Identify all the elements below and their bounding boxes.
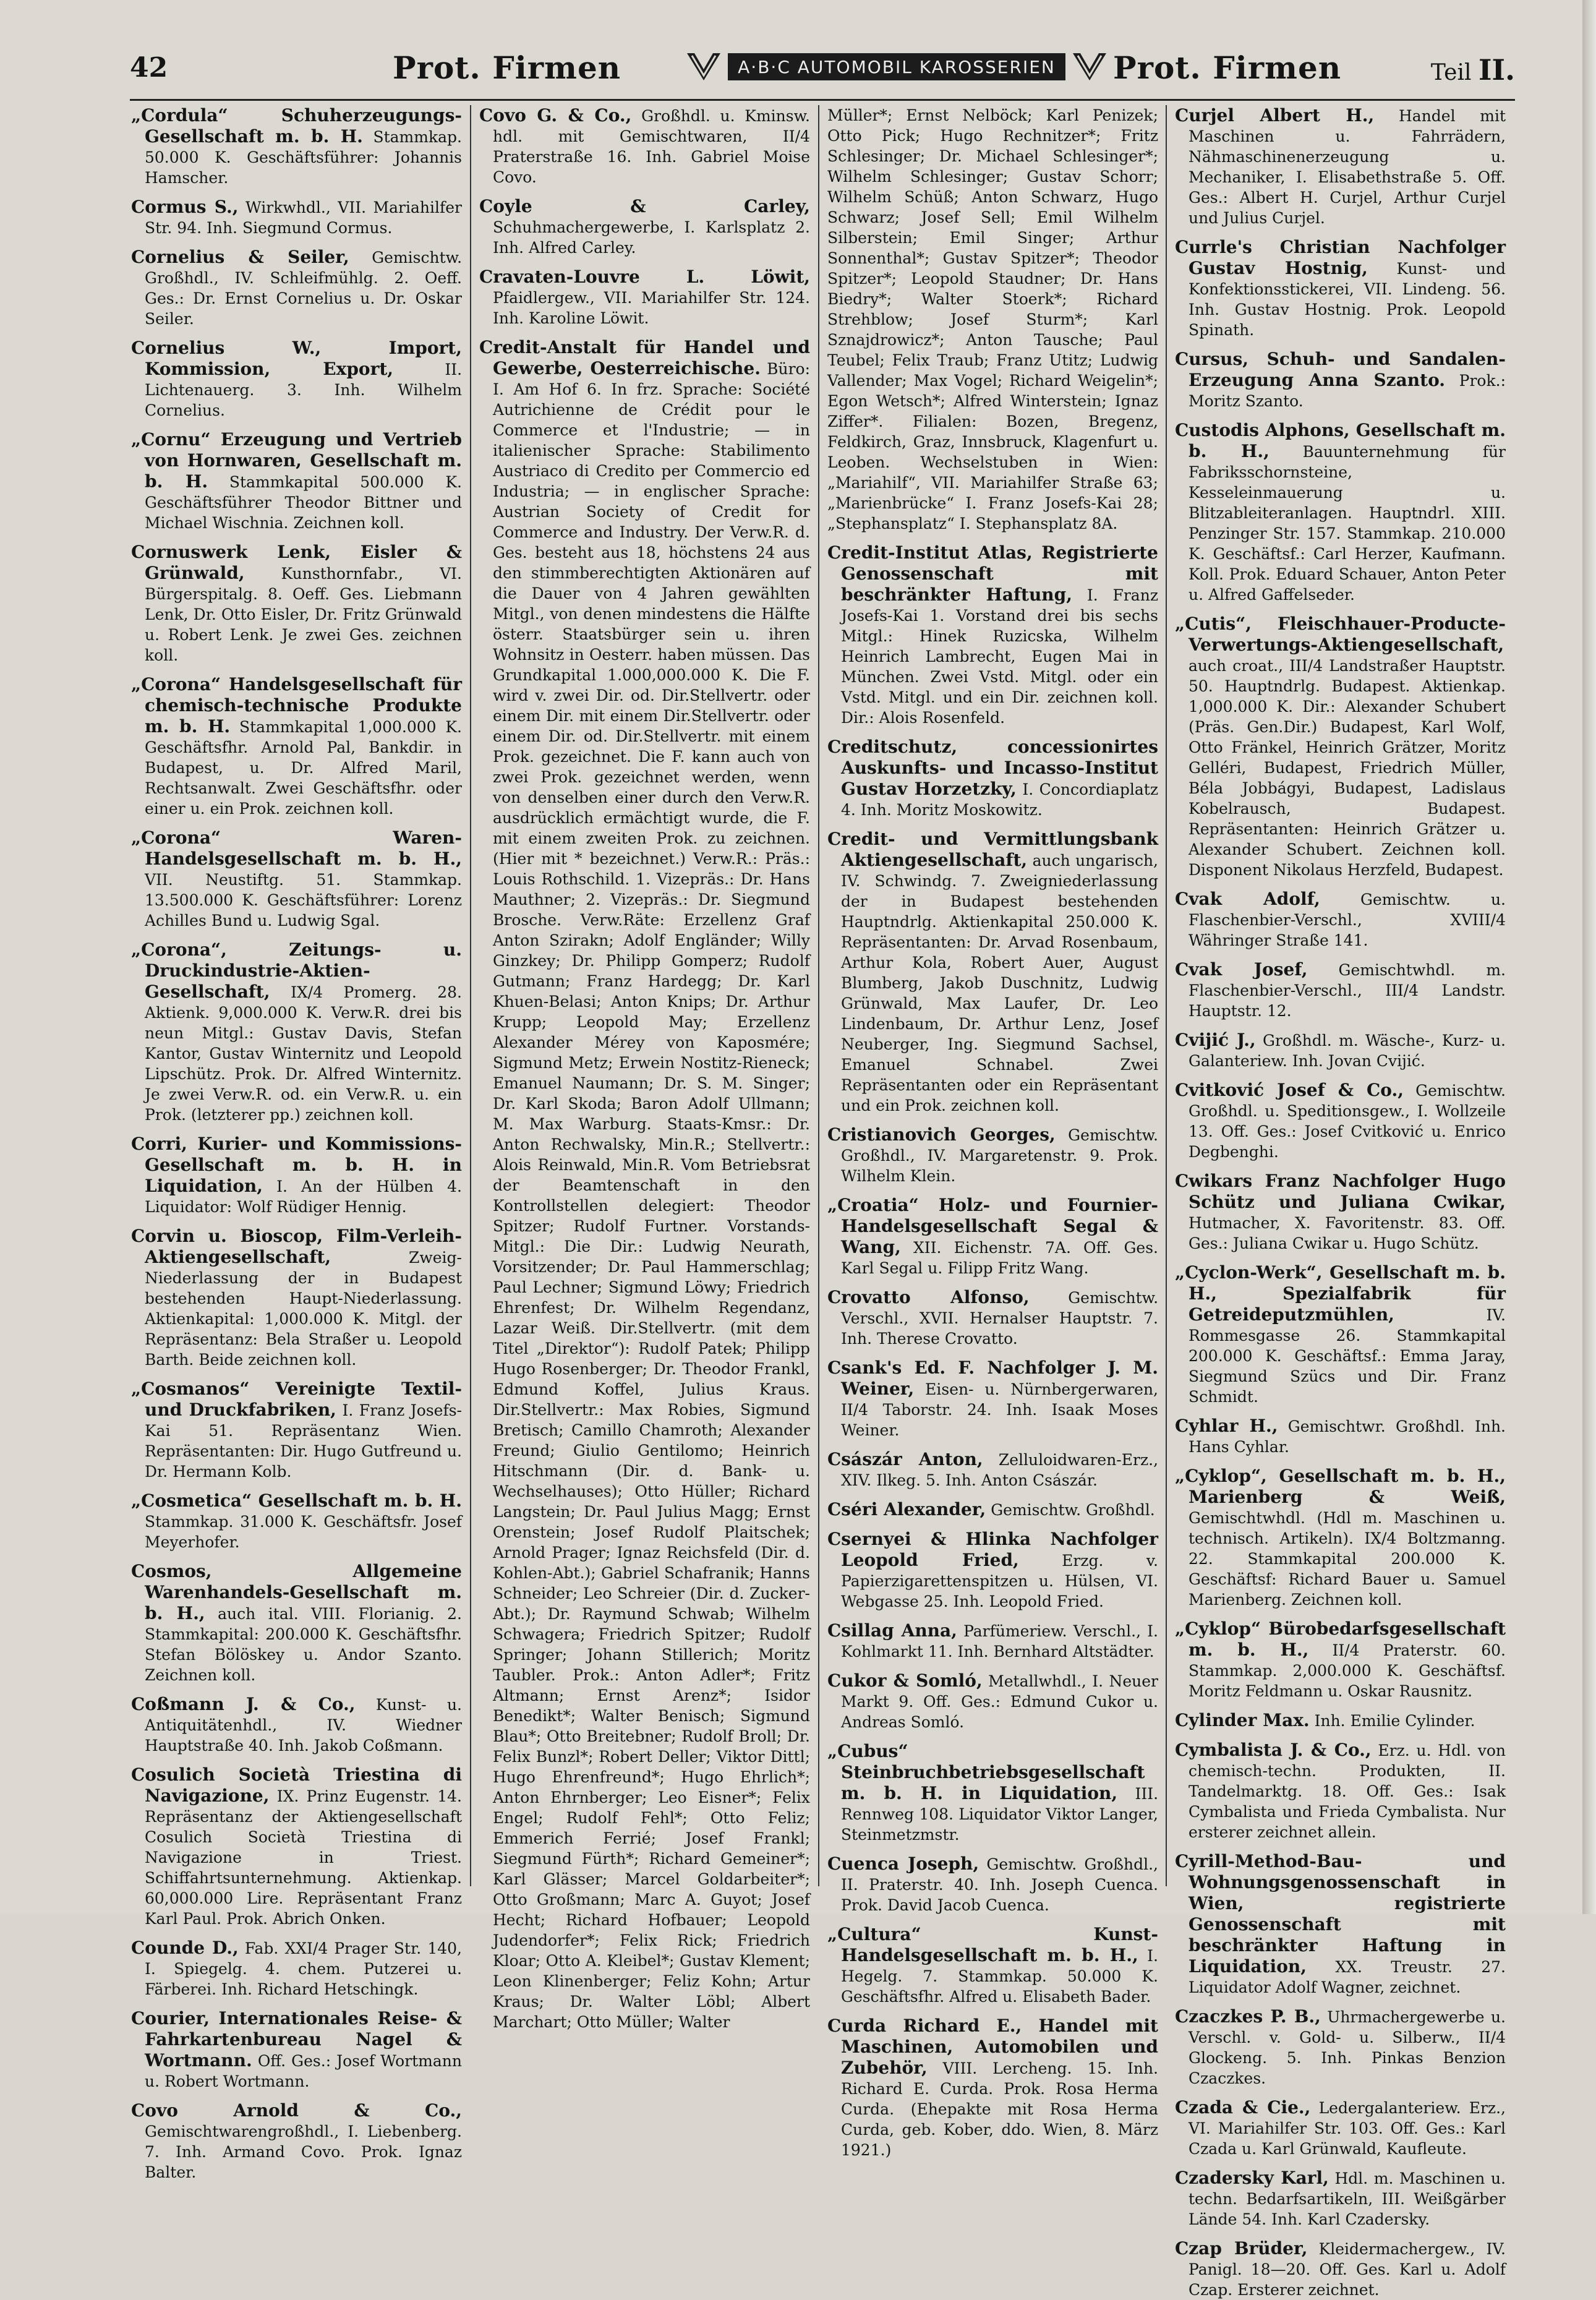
directory-entry: [479, 196, 810, 258]
firm-name: „Corona“ Waren-Handelsgesellschaft m. b. H.,: [131, 827, 462, 869]
entry-details: Gemischtwhdl. (Hdl m. Maschinen u. technisch. Artikeln). IX/4 Boltzmanng. 22. Stammkapital 200.000 K. Geschäftsf: Richard Bauer u. Samuel Marienberg. Zeichnen koll.: [1188, 1509, 1506, 1609]
entry-details: Schuhmachergewerbe, I. Karlsplatz 2. Inh. Alfred Carley.: [493, 218, 810, 257]
firm-name: Cristianovich Georges,: [827, 1124, 1056, 1145]
part-indicator: [1431, 53, 1515, 87]
entry-details: Ledergalanteriew. Erz., VI. Mariahilfer Str. 103. Off. Ges.: Karl Czada u. Karl Grünwald, Kaufleute.: [1188, 2099, 1506, 2158]
firm-name: Cvitković Josef & Co.,: [1175, 1080, 1404, 1100]
directory-entry: [1175, 1080, 1506, 1162]
directory-entry: [827, 105, 1158, 534]
directory-entry: [827, 1449, 1158, 1490]
entry-details: IX/4 Promerg. 28. Aktienk. 9,000.000 K. Verw.R. drei bis neun Mitgl.: Gustav Davis, Stefan Kantor, Gustav Winternitz und Leopold Lipschütz. Prok. Dr. Alfred Winternitz. Je zwei Verw.R. od. ein Verw.R. u. ein Prok. (letzterer pp.) zeichnen koll.: [145, 983, 462, 1124]
directory-entry: [131, 939, 462, 1125]
firm-name: Czadersky Karl,: [1175, 2168, 1329, 2188]
entry-details: XII. Eichenstr. 7A. Off. Ges. Karl Segal u. Filipp Fritz Wang.: [841, 1239, 1158, 1277]
directory-entry: [827, 829, 1158, 1116]
directory-entry: [1175, 889, 1506, 951]
directory-entry: [131, 2008, 462, 2092]
entry-details: Gemischtw. Verschl., XVII. Hernalser Hauptstr. 7. Inh. Therese Crovatto.: [841, 1289, 1159, 1348]
entry-details: Gemischtw. u. Flaschenbier-Verschl., XVIII/4 Währinger Straße 141.: [1188, 891, 1506, 949]
directory-entry: [479, 337, 810, 2032]
entry-details: II. Lichtenauerg. 3. Inh. Wilhelm Cornelius.: [145, 361, 463, 419]
directory-entry: [1175, 1171, 1506, 1254]
directory-entry: [827, 737, 1158, 820]
entry-details: Stammkap. 31.000 K. Geschäftsfr. Josef Meyerhofer.: [145, 1513, 462, 1551]
firm-name: „Corona“, Zeitungs- u. Druckindustrie-Aktien-Gesellschaft,: [131, 939, 462, 1002]
entry-details: I. Franz Josefs-Kai 51. Repräsentanz Wien. Repräsentanten: Dir. Hugo Gutfreund u. Dr. Hermann Kolb.: [145, 1401, 462, 1481]
entry-details: auch croat., III/4 Landstraßer Hauptstr. 50. Hauptndrlg. Budapest. Aktienkap. 1,000.000 K. Dir.: Alexander Schubert (Präs. Gen.Dir.) Budapest, Karl Wolf, Otto Fränkel, Heinrich Grätzer, Moritz Gelléri, Budapest, Friedrich Müller, Béla Jobbágyi, Budapest, Ladislaus Kobelrausch, Budapest. Repräsentanten: Heinrich Grätzer u. Alexander Schubert. Zeichnen koll. Disponent Nikolaus Herzfeld, Budapest.: [1188, 657, 1506, 879]
firm-name: Cravaten-Louvre L. Löwit,: [479, 267, 810, 287]
running-head-right: Prot. Firmen: [1113, 49, 1342, 86]
firm-name: Csillag Anna,: [827, 1620, 957, 1641]
firm-name: „Cutis“, Fleischhauer-Producte-Verwertungs-Aktiengesellschaft,: [1175, 613, 1506, 655]
entry-details: Erzg. v. Papierzigarettenspitzen u. Hülsen, VI. Webgasse 25. Inh. Leopold Fried.: [841, 1552, 1158, 1610]
directory-entry: [131, 1561, 462, 1685]
directory-entry: [827, 1499, 1158, 1520]
firm-name: Cvak Josef,: [1175, 959, 1308, 980]
firm-name: Cymbalista J. & Co.,: [1175, 1740, 1372, 1760]
directory-entry: [1175, 2238, 1506, 2300]
directory-entry: [1175, 1710, 1506, 1731]
directory-entry: [131, 827, 462, 931]
directory-entry: [131, 1694, 462, 1756]
firm-name: „Cyklop“, Gesellschaft m. b. H., Marienberg & Weiß,: [1175, 1466, 1506, 1507]
column-divider: [818, 105, 819, 1886]
firm-name: Cwikars Franz Nachfolger Hugo Schütz und Juliana Cwikar,: [1175, 1171, 1506, 1212]
entry-details: Kleidermachergew., IV. Panigl. 18—20. Off. Ges. Karl u. Adolf Czap. Ersterer zeichnet.: [1188, 2240, 1506, 2299]
entry-details: Gemischtwr. Großhdl. Inh. Hans Cyhlar.: [1188, 1417, 1506, 1456]
entry-details: II/4 Praterstr. 60. Stammkap. 2,000.000 K. Geschäftsf. Moritz Feldmann u. Oskar Rausnitz.: [1188, 1641, 1506, 1700]
entry-details: Gemischtw. Großhdl. u. Speditionsgew., I. Wollzeile 13. Off. Ges.: Josef Cvitković u. Enrico Degbenghi.: [1188, 1082, 1506, 1161]
firm-name: Cséri Alexander,: [827, 1499, 986, 1520]
entry-details: Pfaidlergew., VII. Mariahilfer Str. 124. Inh. Karoline Löwit.: [493, 289, 810, 327]
firm-name: Czada & Cie.,: [1175, 2097, 1311, 2118]
entry-details: Bauunternehmung für Fabriksschornsteine, Kesseleinmauerung u. Blitzableiteranlagen. Hauptndrl. XIII. Penzinger Str. 157. Stammkap. 210.000 K. Geschäftsf.: Carl Herzer, Kaufmann. Koll. Prok. Eduard Schauer, Anton Peter u. Alfred Gaffelseder.: [1188, 443, 1506, 604]
directory-entry: [131, 1938, 462, 1999]
firm-name: „Cornu“ Erzeugung und Vertrieb von Hornwaren, Gesellschaft m. b. H.: [131, 429, 462, 492]
directory-entry: [131, 429, 462, 533]
entry-details: VII. Neustiftg. 51. Stammkap. 13.500.000 K. Geschäftsführer: Lorenz Achilles Bund u. Ludwig Sgal.: [145, 871, 462, 930]
firm-name: Curda Richard E., Handel mit Maschinen, Automobilen und Zubehör,: [827, 2016, 1158, 2078]
entry-details: XX. Treustr. 27. Liquidator Adolf Wagner, zeichnet.: [1188, 1958, 1506, 1996]
firm-name: Credit-Anstalt für Handel und Gewerbe, Oesterreichische.: [479, 337, 810, 378]
firm-name: Cvak Adolf,: [1175, 889, 1320, 909]
directory-entry: [1175, 1618, 1506, 1701]
firm-name: Credit- und Vermittlungsbank Aktiengesellschaft,: [827, 829, 1158, 870]
firm-name: Cylinder Max.: [1175, 1710, 1310, 1730]
firm-name: „Corona“ Handelsgesellschaft für chemisch-technische Produkte m. b. H.: [131, 674, 462, 737]
column-divider: [470, 105, 471, 1886]
directory-entry: [1175, 2097, 1506, 2159]
entry-details: Kunsthornfabr., VI. Bürgerspitalg. 8. Oeff. Ges. Liebmann Lenk, Dr. Otto Eisler, Dr. Fritz Grünwald u. Robert Lenk. Je zwei Ges. zeichnen koll.: [145, 565, 462, 664]
firm-name: Cornuswerk Lenk, Eisler & Grünwald,: [131, 542, 462, 583]
directory-entry: [1175, 1851, 1506, 1998]
directory-entry: [827, 1620, 1158, 1662]
entry-details: Großhdl. u. Kminsw. hdl. mit Gemischtwaren, II/4 Praterstraße 16. Inh. Gabriel Moise Covo.: [493, 107, 810, 186]
directory-entry: [827, 2016, 1158, 2160]
firm-name: Cornelius & Seiler,: [131, 247, 349, 267]
firm-name: „Cosmanos“ Vereinigte Textil- und Druckfabriken,: [131, 1379, 462, 1420]
firm-name: Cormus S.,: [131, 197, 239, 217]
entry-details: Uhrmachergewerbe u. Verschl. v. Gold- u. Silberw., II/4 Glockeng. 5. Inh. Pinkas Benzion Czaczkes.: [1188, 2008, 1506, 2087]
entry-details: Großhdl. m. Wäsche-, Kurz- u. Galanteriew. Inh. Jovan Cvijić.: [1188, 1032, 1506, 1070]
entry-details: I. Concordiaplatz 4. Inh. Moritz Moskowitz.: [841, 780, 1158, 819]
directory-entry: [131, 247, 462, 329]
firm-name: Courier, Internationales Reise- & Fahrkartenbureau Nagel & Wortmann.: [131, 2008, 462, 2071]
firm-name: Cyhlar H.,: [1175, 1416, 1278, 1436]
entry-details: Zweig-Niederlassung der in Budapest bestehenden Haupt-Niederlassung. Aktienkapital: 1,000.000 K. Mitgl. der Repräsentanz: Bela Straßer u. Leopold Barth. Beide zeichnen koll.: [145, 1249, 462, 1369]
entry-details: Wirkwhdl., VII. Mariahilfer Str. 94. Inh. Siegmund Cormus.: [145, 199, 462, 237]
entry-details: auch ital. VIII. Florianig. 2. Stammkapital: 200.000 K. Geschäftsfhr. Stefan Bölöskey u. Andor Szanto. Zeichnen koll.: [145, 1605, 462, 1684]
firm-name: Creditschutz, concessionirtes Auskunfts- und Incasso-Institut Gustav Horzetzky,: [827, 737, 1158, 799]
entry-details: Gemischtwarengroßhdl., I. Liebenberg. 7. Inh. Armand Covo. Prok. Ignaz Balter.: [145, 2123, 462, 2181]
firm-name: Csank's Ed. F. Nachfolger J. M. Weiner,: [827, 1357, 1158, 1399]
directory-entry: [1175, 2168, 1506, 2229]
firm-name: Credit-Institut Atlas, Registrierte Genossenschaft mit beschränkter Haftung,: [827, 542, 1158, 605]
directory-entry: [1175, 420, 1506, 605]
firm-name: Counde D.,: [131, 1938, 239, 1958]
firm-name: „Croatia“ Holz- und Fournier-Handelsgesellschaft Segal & Wang,: [827, 1195, 1158, 1257]
firm-name: Currle's Christian Nachfolger Gustav Hostnig,: [1175, 237, 1506, 278]
entry-details: Fab. XXI/4 Prager Str. 140, I. Spiegelg. 4. chem. Putzerei u. Färberei. Inh. Richard Hetschingk.: [145, 1939, 462, 1998]
winged-logo-icon: [686, 49, 722, 84]
advertising-banner: [699, 49, 1095, 84]
entry-details: I. Franz Josefs-Kai 1. Vorstand drei bis sechs Mitgl.: Hinek Ruzicska, Wilhelm Heinrich Lambrecht, Eugen Mai in München. Zwei Vstd. Mitgl. oder ein Vstd. Mitgl. und ein Dir. zeichnen koll. Dir.: Alois Rosenfeld.: [841, 586, 1158, 727]
directory-entry: [131, 1226, 462, 1370]
firm-name: Csernyei & Hlinka Nachfolger Leopold Fried,: [827, 1529, 1158, 1570]
firm-name: „Cosmetica“ Gesellschaft m. b. H.: [131, 1490, 462, 1511]
column-2: [479, 105, 810, 2031]
entry-details: Stammkapital 500.000 K. Geschäftsführer Theodor Bittner und Michael Wischnia. Zeichnen koll.: [145, 473, 462, 532]
entry-details: Parfümeriew. Verschl., I. Kohlmarkt 11. Inh. Bernhard Altstädter.: [841, 1622, 1158, 1661]
page-header: [130, 48, 1515, 92]
firm-name: Coyle & Carley,: [479, 196, 810, 216]
scan-edge: [1582, 0, 1596, 1914]
directory-entry: [1175, 1262, 1506, 1407]
directory-entry: [131, 105, 462, 188]
entry-details: Kunst- und Konfektionsstickerei, VII. Lindeng. 56. Inh. Gustav Hostnig. Prok. Leopold Spinath.: [1188, 260, 1506, 339]
firm-name: Cvijić J.,: [1175, 1030, 1256, 1050]
entry-details: auch ungarisch, IV. Schwindg. 7. Zweigniederlassung der in Budapest bestehenden Hauptndrlg. Aktienkapital 250.000 K. Repräsentanten: Dr. Arvad Rosenbaum, Arthur Kola, Robert Auer, August Blumberg, Jakob Duschnitz, Ludwig Grünwald, Max Laufer, Dr. Leo Lindenbaum, Dr. Arthur Lenz, Josef Neuberger, Ing. Siegmund Sachsel, Emanuel Schnabel. Zwei Repräsentanten oder ein Repräsentant und ein Prok. zeichnen koll.: [841, 852, 1158, 1114]
entry-details: Handel mit Maschinen u. Fahrrädern, Nähmaschinenerzeugung u. Mechaniker, I. Elisabethstraße 5. Off. Ges.: Albert H. Curjel, Arthur Curjel und Julius Curjel.: [1188, 107, 1506, 227]
firm-name: Czap Brüder,: [1175, 2238, 1308, 2259]
firm-name: „Cultura“ Kunst-Handelsgesellschaft m. b. H.,: [827, 1924, 1158, 1965]
firm-name: „Cordula“ Schuherzeugungs-Gesellschaft m. b. H.: [131, 105, 462, 147]
directory-entry: [1175, 349, 1506, 411]
firm-name: Custodis Alphons, Gesellschaft m. b. H.,: [1175, 420, 1506, 461]
firm-name: Covo Arnold & Co.,: [131, 2100, 462, 2121]
entry-details: I. An der Hülben 4. Liquidator: Wolf Rüdiger Hennig.: [145, 1178, 462, 1216]
entry-details: Off. Ges.: Josef Wortmann u. Robert Wortmann.: [145, 2052, 462, 2090]
firm-name: Cornelius W., Import, Kommission, Export,: [131, 338, 462, 379]
entry-details: Zelluloidwaren-Erz., XIV. Ilkeg. 5. Inh. Anton Császár.: [841, 1451, 1159, 1489]
directory-entry: [827, 1670, 1158, 1732]
firm-name: Crovatto Alfonso,: [827, 1287, 1030, 1307]
firm-name: Curjel Albert H.,: [1175, 105, 1375, 126]
directory-entry: [827, 1529, 1158, 1612]
directory-entry: [131, 2100, 462, 2182]
directory-entry: [1175, 237, 1506, 340]
entry-details: Eisen- u. Nürnbergerwaren, II/4 Taborstr. 24. Inh. Isaak Moses Weiner.: [841, 1380, 1158, 1439]
directory-entry: [827, 1287, 1158, 1349]
entry-details: III. Rennweg 108. Liquidator Viktor Langer, Steinmetzmstr.: [841, 1785, 1159, 1844]
part-label: Teil: [1430, 60, 1472, 85]
firm-name: „Cyclon-Werk“, Gesellschaft m. b. H., Spezialfabrik für Getreideputzmühlen,: [1175, 1262, 1506, 1325]
directory-entry: [131, 674, 462, 819]
directory-entry: [827, 1357, 1158, 1440]
directory-entry: [1175, 959, 1506, 1021]
entry-details: Gemischtw. Großhdl., IV. Margaretenstr. 9. Prok. Wilhelm Klein.: [841, 1126, 1158, 1185]
winged-logo-icon: [1072, 49, 1107, 84]
firm-name: Cyrill-Method-Bau- und Wohnungsgenossenschaft in Wien, registrierte Genossenschaft mit beschränkter Haftung in Liquidation,: [1175, 1851, 1506, 1977]
directory-entry: [827, 1853, 1158, 1915]
directory-entry: [131, 1490, 462, 1552]
firm-name: Coßmann J. & Co.,: [131, 1694, 356, 1714]
firm-name: Császár Anton,: [827, 1449, 983, 1469]
entry-details: Erz. u. Hdl. von chemisch-techn. Produkten, II. Tandelmarktg. 18. Off. Ges.: Isak Cymbalista und Frieda Cymbalista. Nur ersterer zeichnet allein.: [1188, 1742, 1506, 1841]
entry-details: Gemischtw. Großhdl., II. Praterstr. 40. Inh. Joseph Cuenca. Prok. David Jacob Cuenca.: [841, 1855, 1158, 1914]
running-head-left: Prot. Firmen: [393, 49, 621, 86]
directory-entry: [1175, 1030, 1506, 1071]
firm-name: „Cubus“ Steinbruchbetriebsgesellschaft m. b. H. in Liquidation,: [827, 1741, 1145, 1803]
column-4: [1175, 105, 1506, 2299]
directory-entry: [827, 1924, 1158, 2007]
directory-entry: [827, 1741, 1158, 1845]
directory-entry: [131, 1134, 462, 1217]
firm-name: Corvin u. Bioscop, Film-Verleih-Aktiengesellschaft,: [131, 1226, 462, 1267]
directory-entry: [827, 542, 1158, 728]
entry-details: Metallwhdl., I. Neuer Markt 9. Off. Ges.: Edmund Cukor u. Andreas Somló.: [841, 1672, 1158, 1731]
directory-entry: [1175, 1466, 1506, 1610]
directory-entry: [1175, 1740, 1506, 1842]
part-number: II.: [1478, 53, 1515, 87]
firm-name: Covo G. & Co.,: [479, 105, 632, 126]
firm-name: Czaczkes P. B.,: [1175, 2006, 1321, 2027]
page-number: 42: [130, 52, 168, 83]
firm-name: Cursus, Schuh- und Sandalen-Erzeugung Anna Szanto.: [1175, 349, 1506, 390]
entry-details: Hdl. m. Maschinen u. techn. Bedarfsartikeln, III. Weißgärber Lände 54. Inh. Karl Czadersky.: [1188, 2170, 1506, 2228]
header-rule: [130, 99, 1515, 101]
column-1: [131, 105, 463, 2181]
entry-details: Büro: I. Am Hof 6. In frz. Sprache: Société Autrichienne de Crédit pour le Commerce et l'Industrie; — in italienischer Sprache: Stabilimento Austriaco di Credito per Commercio ed Industria; — in englischer Sprache: Austrian Society of Credit for Commerce and Industry. Der Verw.R. d. Ges. besteht aus 18, höchstens 24 aus den stimmberechtigten Aktionären auf die Dauer von 4 Jahren gewählten Mitgl., von denen mindestens die Hälfte österr. Staatsbürger sein u. ihren Wohnsitz in Oesterr. haben müssen. Das Grundkapital 1.000,000.000 K. Die F. wird v. zwei Dir. od. Dir.Stellvertr. oder einem Dir. mit einem Dir.Stellvertr. oder einem Dir. od. Dir.Stellvertr. mit einem Prok. gezeichnet. Die F. kann auch von zwei Prok. gezeichnet werden, wenn von denselben einer durch den Verw.R. ausdrücklich ermächtigt wurde, die F. mit einem zweiten Prok. zu zeichnen. (Hier mit * bezeichnet.) Verw.R.: Präs.: Louis Rothschild. 1. Vizepräs.: Dr. Hans Mauthner; 2. Vizepräs.: Dr. Siegmund Brosche. Verw.Räte: Erzellenz Graf Anton Szirakn; Adolf Engländer; Willy Ginzkey; Dr. Philipp Gomperz; Rudolf Gutmann; Franz Hardegg; Dr. Karl Khuen-Belasi; Anton Knips; Dr. Arthur Krupp; Leopold May; Erzellenz Alexander Mérey von Kaposmére; Sigmund Metz; Erwein Nostitz-Rieneck; Emanuel Naumann; Dr. S. M. Singer; Dr. Karl Skoda; Baron Adolf Ullmann; M. Max Warburg. Staats-Kmsr.: Dr. Anton Rechwalsky, Min.R.; Stellvertr.: Alois Reinwald, Min.R. Vom Betriebsrat der Beamtenschaft in den Kontrollstellen delegiert: Theodor Spitzer; Rudolf Furtner. Vorstands-Mitgl.: Die Dir.: Ludwig Neurath, Vorsitzender; Dr. Paul Hammerschlag; Paul Lechner; Sigmund Löwy; Friedrich Ehrenfest; Dr. Wilhelm Regendanz, Lazar Weiß. Dir.Stellvertr. (mit dem Titel „Direktor“): Rudolf Patek; Philipp Hugo Rosenberger; Dr. Theodor Frankl, Edmund Koffel, Julius Kraus. Dir.Stellvertr.: Max Robies, Sigmund Bretisch; Camillo Chamroth; Alexander Freund; Giulio Gentilomo; Heinrich Hitschmann (Dir. d. Bank- u. Wechselhauses); Otto Hüller; Richard Langstein; Dr. Paul Julius Magg; Ernst Orenstein; Josef Rudolf Plaitschek; Arnold Prager; Ignaz Reichsfeld (Dir. d. Kohlen-Abt.); Gabriel Schafranik; Hanns Schneider; Leo Schreier (Dir. d. Zucker-Abt.); Dr. Raymund Schwab; Wilhelm Schwagera; Friedrich Spitzer; Rudolf Springer; Johann Stillerich; Moritz Taubler. Prok.: Anton Adler*; Fritz Altmann; Ernst Arenz*; Isidor Benedikt*; Walter Benisch; Sigmund Blau*; Otto Breitebner; Rudolf Broll; Dr. Felix Bunzl*; Robert Deller; Viktor Dittl; Hugo Ehrenfreund*; Hugo Ehrlich*; Anton Ehrnberger; Leo Eisner*; Felix Engel; Rudolf Fehl*; Otto Feliz; Emmerich Ferrié; Josef Frankl; Siegmund Fürth*; Richard Gemeiner*; Karl Glässer; Marcel Goldarbeiter*; Otto Großmann; Marc A. Guyot; Josef Hecht; Richard Hofbauer; Leopold Judendorfer*; Felix Rick; Friedrich Kloar; Otto A. Kleibel*; Gustav Klement; Leon Klinenberger; Feliz Kohn; Artur Kraus; Dr. Walter Löbl; Albert Marchart; Otto Müller; Walter: [493, 360, 810, 2031]
firm-name: Cukor & Somló,: [827, 1670, 983, 1691]
directory-entry: [827, 1195, 1158, 1278]
entry-details: VIII. Lercheng. 15. Inh. Richard E. Curda. Prok. Rosa Herma Curda. (Ehepakte mit Rosa Herma Curda, geb. Kober, ddo. Wien, 8. März 1921.): [841, 2059, 1158, 2159]
column-divider: [1166, 105, 1167, 1886]
column-3: [827, 105, 1159, 2159]
directory-entry: [131, 542, 462, 665]
directory-entry: [131, 197, 462, 238]
directory-entry: [479, 105, 810, 187]
entry-details: IV. Rommesgasse 26. Stammkapital 200.000 K. Geschäftsf.: Emma Jaray, Siegmund Szücs und Dir. Franz Schmidt.: [1188, 1306, 1506, 1406]
entry-details: Prok.: Moritz Szanto.: [1188, 372, 1506, 410]
directory-entry: [1175, 105, 1506, 228]
directory-entry: [131, 1379, 462, 1482]
entry-details: Hutmacher, X. Favoritenstr. 83. Off. Ges.: Juliana Cwikar u. Hugo Schütz.: [1188, 1214, 1506, 1252]
firm-name: Corri, Kurier- und Kommissions-Gesellschaft m. b. H. in Liquidation,: [131, 1134, 462, 1196]
banner-text: A·B·C AUTOMOBIL KAROSSERIEN: [728, 53, 1065, 80]
firm-name: Cosulich Società Triestina di Navigazione,: [131, 1764, 462, 1806]
entry-details: Müller*; Ernst Nelböck; Karl Penizek; Otto Pick; Hugo Rechnitzer*; Fritz Schlesinger; Dr. Michael Schlesinger*; Wilhelm Schlesinger; Gustav Schorr; Wilhelm Schüß; Anton Schwarz, Hugo Schwarz; Josef Sell; Emil Wilhelm Silberstein; Emil Singer; Arthur Sonnenthal*; Gustav Spitzer*; Theodor Spitzer*; Leopold Staudner; Dr. Hans Biedry*; Walter Stoerk*; Richard Strehblow; Josef Sturm*; Karl Sznajdrowicz*; Anton Tausche; Paul Teubel; Felix Traub; Franz Utitz; Ludwig Vallender; Max Vogel; Richard Weigelin*; Egon Wetsch*; Alfred Winterstein; Ignaz Ziffer*. Filialen: Bozen, Bregenz, Feldkirch, Graz, Innsbruck, Klagenfurt u. Leoben. Wechselstuben in Wien: „Mariahilf“, VII. Mariahilfer Straße 63; „Marienbrücke“ I. Franz Josefs-Kai 28; „Stephansplatz“ I. Stephansplatz 8A.: [827, 106, 1158, 532]
directory-entry: [479, 267, 810, 328]
entry-details: Gemischtwhdl. m. Flaschenbier-Verschl., III/4 Landstr. Hauptstr. 12.: [1188, 961, 1506, 1020]
firm-name: Cosmos, Allgemeine Warenhandels-Gesellschaft m. b. H.,: [131, 1561, 462, 1623]
entry-details: Stammkap. 50.000 K. Geschäftsführer: Johannis Hamscher.: [145, 128, 462, 187]
directory-entry: [1175, 613, 1506, 880]
firm-name: „Cyklop“ Bürobedarfsgesellschaft m. b. H.,: [1175, 1618, 1506, 1660]
entry-details: Gemischtw. Großhdl.: [991, 1501, 1155, 1519]
directory-entry: [1175, 1416, 1506, 1457]
entry-details: IX. Prinz Eugenstr. 14. Repräsentanz der Aktiengesellschaft Cosulich Società Triestina di Navigazione in Triest. Schiffahrtsunternehmung. Aktienkap. 60,000.000 Lire. Repräsentant Franz Karl Paul. Prok. Abrich Onken.: [145, 1787, 462, 1928]
entry-details: Stammkapital 1,000.000 K. Geschäftsfhr. Arnold Pal, Bankdir. in Budapest, u. Dr. Alfred Maril, Rechtsanwalt. Zwei Geschäftsfhr. oder einer u. ein Prok. zeichnen koll.: [145, 718, 462, 818]
entry-details: Gemischtw. Großhdl., IV. Schleifmühlg. 2. Oeff. Ges.: Dr. Ernst Cornelius u. Dr. Oskar Seiler.: [145, 249, 463, 328]
directory-entry: [1175, 2006, 1506, 2088]
directory-entry: [131, 338, 462, 421]
directory-entry: [827, 1124, 1158, 1186]
firm-name: Cuenca Joseph,: [827, 1853, 979, 1874]
entry-details: I. Hegelg. 7. Stammkap. 50.000 K. Geschäftsfhr. Alfred u. Elisabeth Bader.: [841, 1947, 1158, 2006]
directory-entry: [131, 1764, 462, 1929]
entry-details: Kunst- u. Antiquitätenhdl., IV. Wiedner Hauptstraße 40. Inh. Jakob Coßmann.: [145, 1696, 462, 1755]
entry-details: Inh. Emilie Cylinder.: [1314, 1712, 1475, 1730]
